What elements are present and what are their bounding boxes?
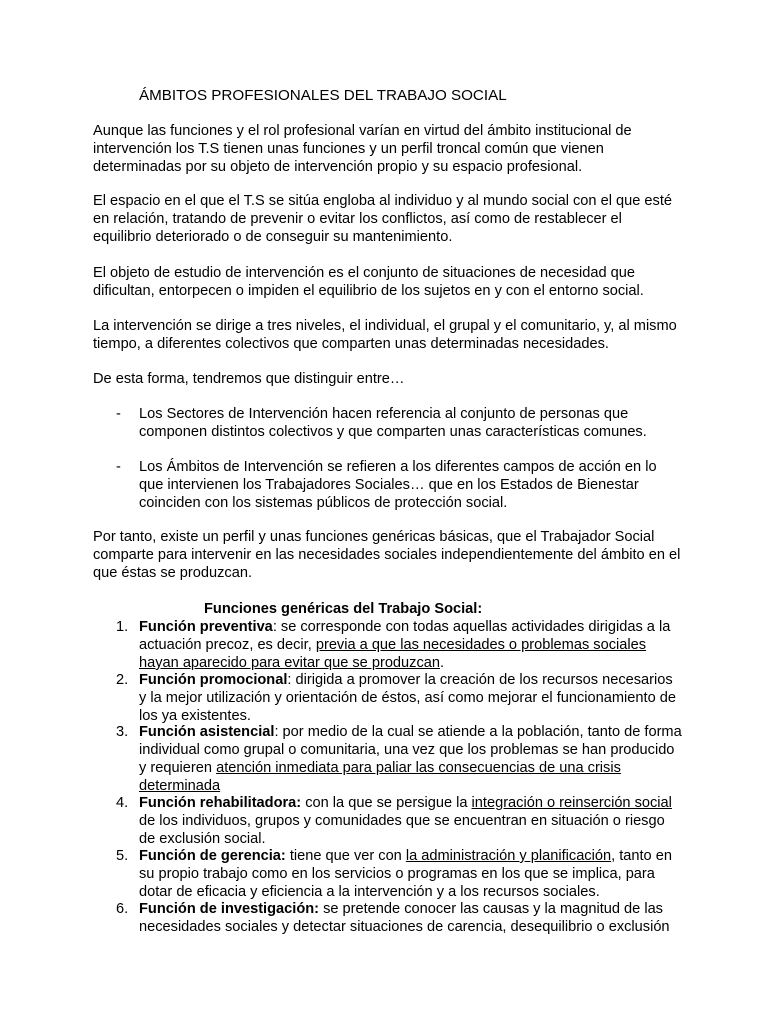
paragraph: La intervención se dirige a tres niveles, el individual, el grupal y el comunitario, y, al mismo tiempo, a diferentes colectivos que comparten unas determinadas necesidades. [93, 318, 677, 352]
function-description: : dirigida a promover la creación de los recursos necesarios y la mejor utilización y orientación de éstos, así como mejorar el funcionamiento de los ya existentes. [139, 672, 676, 724]
list-number: 6. [116, 901, 129, 917]
function-text [139, 900, 684, 936]
list-number: 2. [116, 672, 129, 688]
function-description-end: , tanto en su propio trabajo como en los servicios o programas en los que se implica, para dotar de eficacia y eficiencia a la intervención y a los recursos sociales. [139, 848, 672, 900]
dash-marker: - [116, 406, 121, 422]
function-name: Función rehabilitadora: [139, 795, 302, 811]
list-number: 3. [116, 724, 129, 740]
dash-item-text: Los Ámbitos de Intervención se refieren a los diferentes campos de acción en lo que intervienen los Trabajadores Sociales… que en los Estados de Bienestar coinciden con los sistemas públicos de protección social. [139, 459, 657, 511]
paragraph: El espacio en el que el T.S se sitúa engloba al individuo y al mundo social con el que esté en relación, tratando de prevenir o evitar los conflictos, así como de restablecer el equilibrio deteriorado o de conseguir su mantenimiento. [93, 193, 672, 245]
dash-item-text: Los Sectores de Intervención hacen referencia al conjunto de personas que componen distintos colectivos y que comparten unas características comunes. [139, 406, 647, 440]
underlined-phrase: la administración y planificación [405, 848, 612, 864]
function-name: Función asistencial [139, 724, 275, 740]
function-description-end: de los individuos, grupos y comunidades que se encuentran en situación o riesgo de exclusión social. [139, 813, 665, 847]
function-name: Función de investigación: [139, 901, 320, 917]
function-description: se pretende conocer las causas y la magnitud de las necesidades sociales y detectar situaciones de carencia, desequilibrio o exclusión [139, 901, 670, 935]
paragraph: El objeto de estudio de intervención es el conjunto de situaciones de necesidad que dificultan, entorpecen o impiden el equilibrio de los sujetos en y con el entorno social. [93, 265, 644, 299]
list-number: 4. [116, 795, 129, 811]
underlined-phrase: atención inmediata para paliar las consecuencias de una crisis determinada [139, 760, 621, 794]
functions-heading: Funciones genéricas del Trabajo Social: [204, 601, 483, 617]
function-text [139, 671, 684, 725]
function-name: Función promocional [139, 672, 288, 688]
function-text [139, 723, 684, 795]
list-number: 5. [116, 848, 129, 864]
function-description: : por medio de la cual se atiende a la población, tanto de forma individual como grupal o comunitaria, una vez que los problemas se han producido y requieren [139, 724, 682, 776]
document-title: ÁMBITOS PROFESIONALES DEL TRABAJO SOCIAL [139, 87, 507, 104]
function-description: : se corresponde con todas aquellas actividades dirigidas a la actuación precoz, es decir, [139, 619, 671, 653]
paragraph: Aunque las funciones y el rol profesional varían en virtud del ámbito institucional de intervención los T.S tienen unas funciones y un perfil troncal común que vienen determinadas por su objeto de intervención propio y su espacio profesional. [93, 123, 632, 175]
function-name: Función de gerencia: [139, 848, 286, 864]
closing-paragraph: Por tanto, existe un perfil y unas funciones genéricas básicas, que el Trabajador Social comparte para intervenir en las necesidades sociales independientemente del ámbito en el que éstas se produzcan. [93, 529, 681, 581]
function-description: con la que se persigue la [301, 795, 472, 811]
paragraph: De esta forma, tendremos que distinguir entre… [93, 371, 405, 387]
underlined-phrase: previa a que las necesidades o problemas sociales hayan aparecido para evitar que se produzcan [139, 637, 647, 671]
dash-marker: - [116, 459, 121, 475]
function-description-end: . [440, 655, 445, 671]
function-text [139, 794, 684, 848]
function-text [139, 847, 684, 901]
function-description: tiene que ver con [285, 848, 406, 864]
function-text [139, 618, 684, 672]
function-name: Función preventiva [139, 619, 273, 635]
list-number: 1. [116, 619, 129, 635]
underlined-phrase: integración o reinserción social [471, 795, 672, 811]
